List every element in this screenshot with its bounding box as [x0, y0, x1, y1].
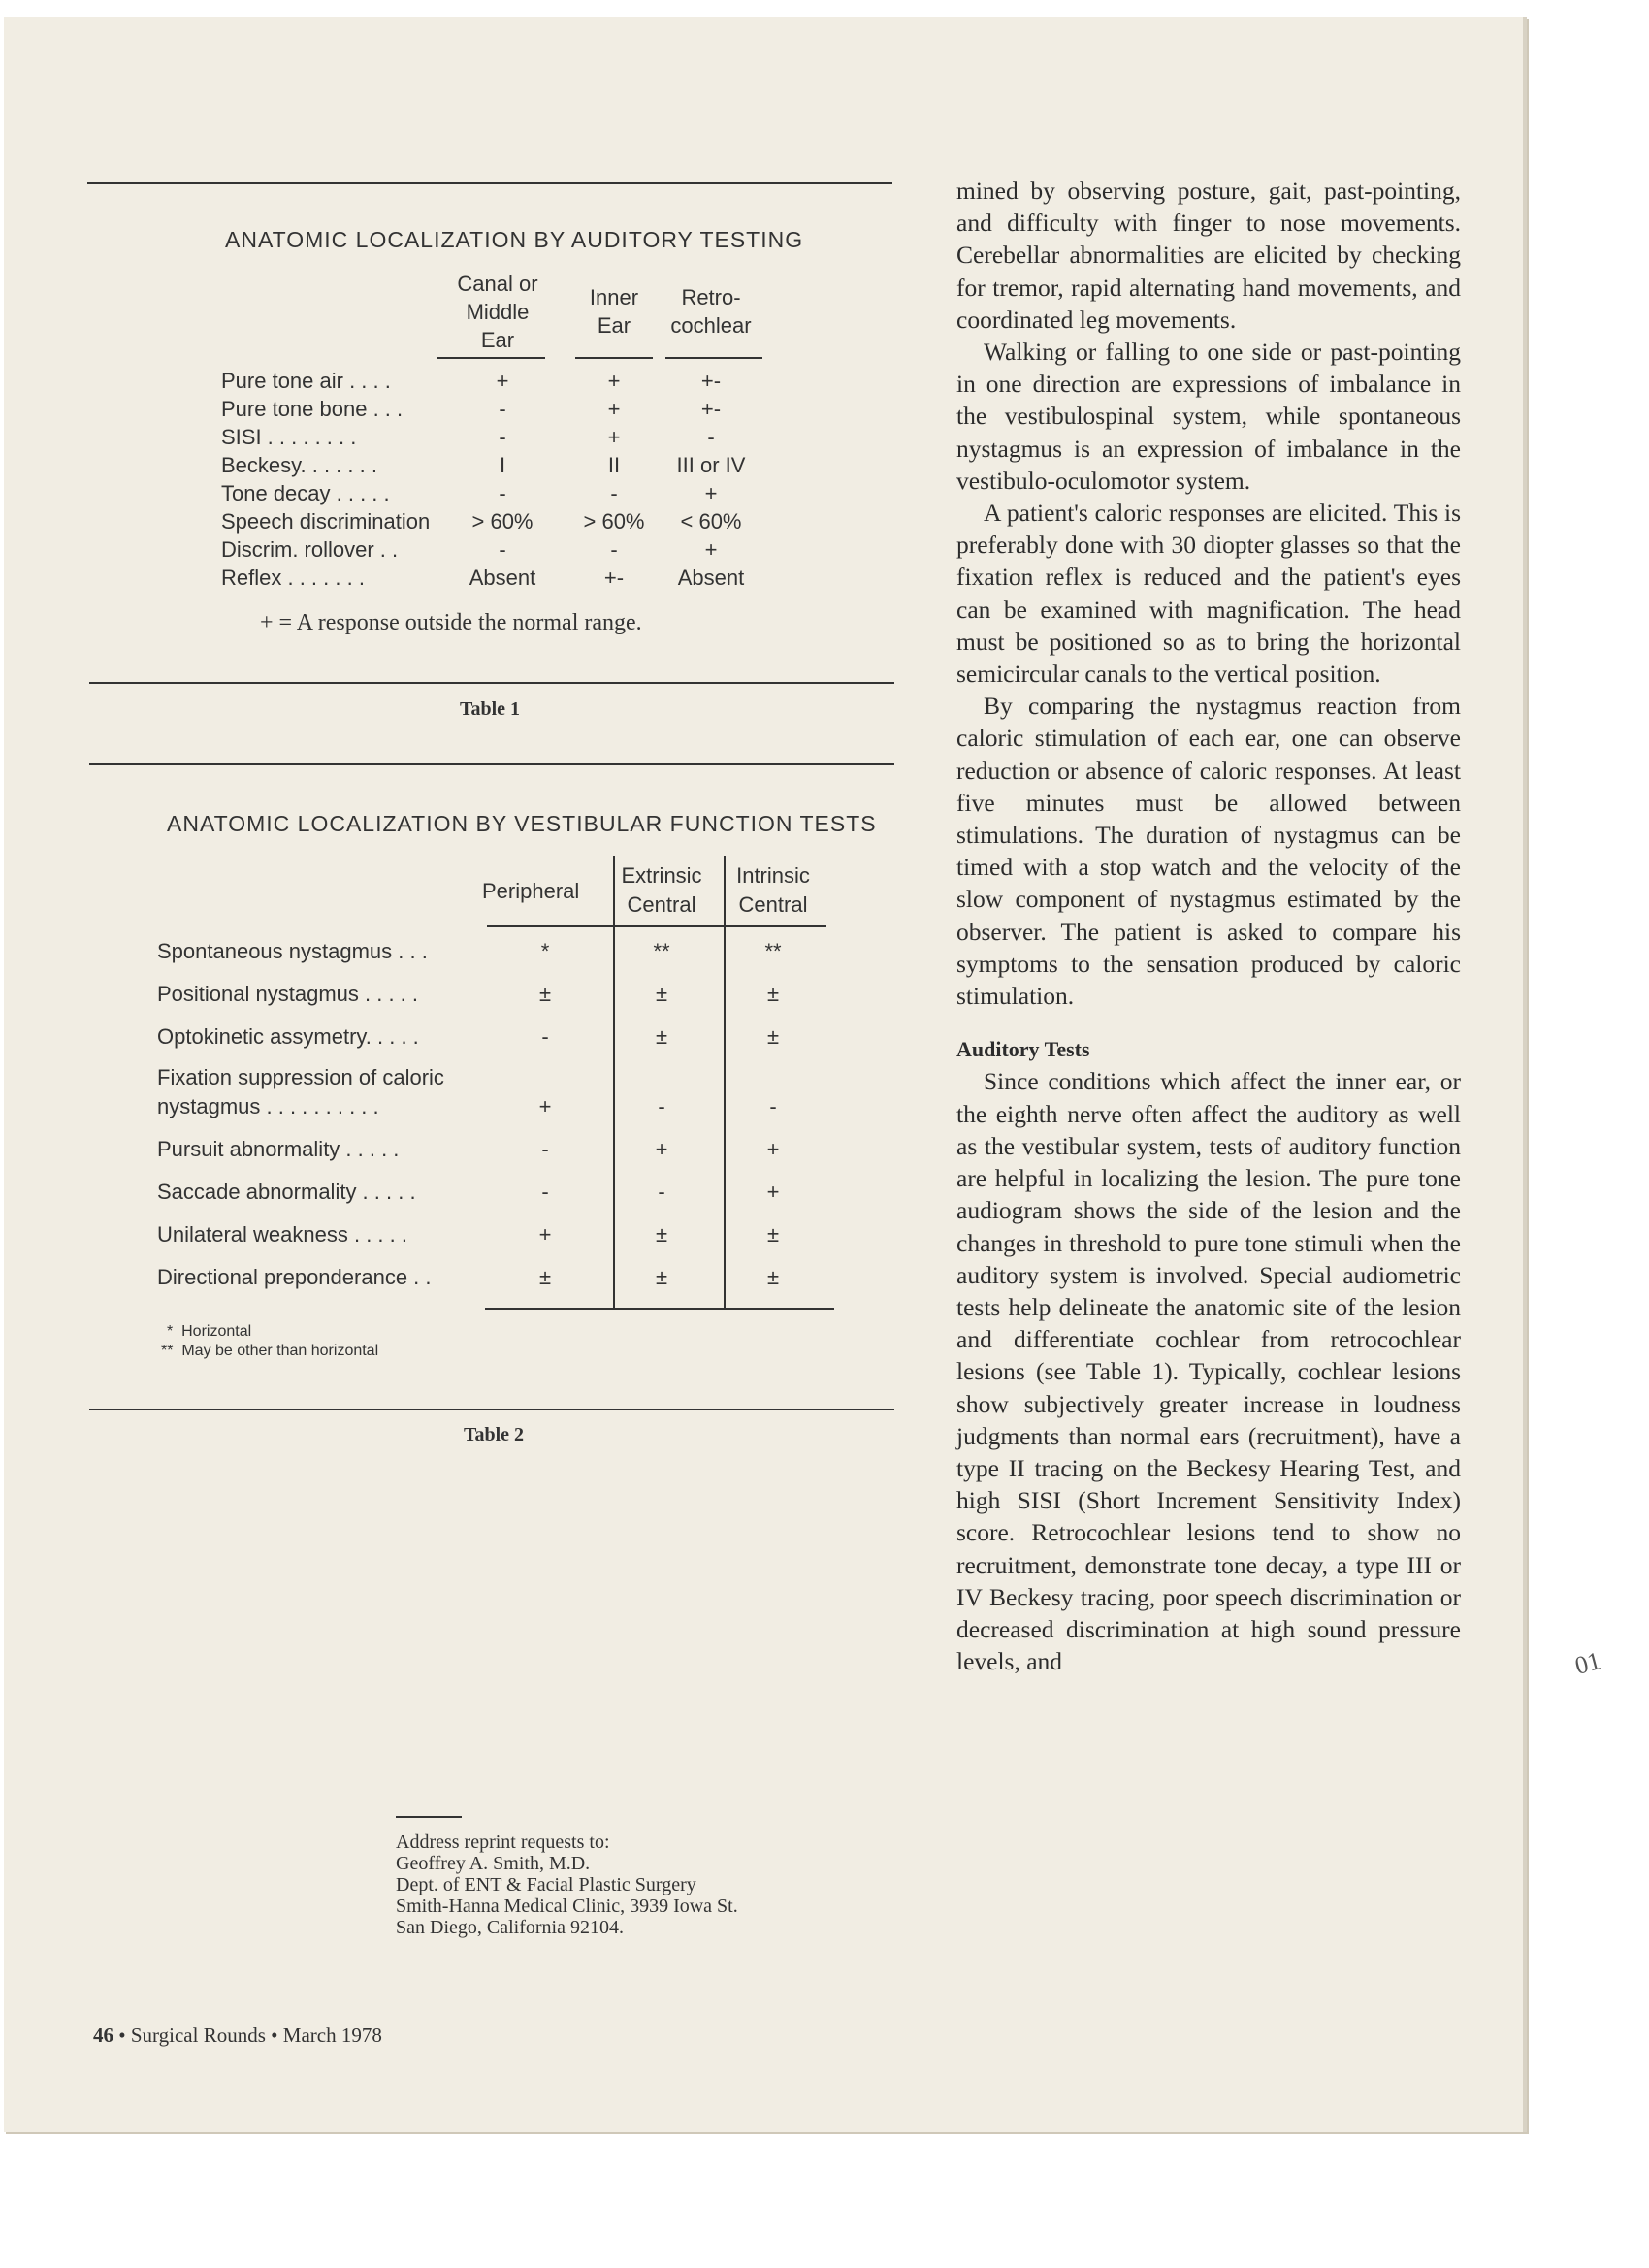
- table2-title: ANATOMIC LOCALIZATION BY VESTIBULAR FUNCTION TESTS: [167, 811, 877, 836]
- table1-header-col1: Canal or Middle Ear: [457, 272, 538, 352]
- paragraph: A patient's caloric responses are elicited. This is preferably done with 30 diopter glasses so that the fixation reflex is reduced and the patient's eyes can be examined with magnification. The head must be positioned so as to bring the horizontal semicircular canals to the vertical position.: [956, 499, 1461, 689]
- paragraph: By comparing the nystagmus reaction from caloric stimulation of each ear, one can observe reduction or absence of caloric responses. At least five minutes must be allowed between stimulations. The duration of nystagmus can be timed with a stop watch and the velocity of the slow component of nystagmus estimated by the observer. The patient is asked to compare his symptoms to the sensation produced by caloric stimulation.: [956, 692, 1461, 1011]
- table-row: Tone decay . . . . . - - +: [221, 481, 718, 505]
- paragraph: Since conditions which affect the inner ear, or the eighth nerve often affect the auditory as well as the vestibular system, tests of auditory function are helpful in localizing the lesion. The pure tone audiogram shows the side of the lesion and the changes in threshold to pure tone stimuli when the auditory system is involved. Special audiometric tests help delineate the anatomic site of the lesion and differentiate cochlear from retrocochlear lesions (see Table 1). Typically, cochlear lesions show subjectively greater increase in loudness judgments than normal ears (recruitment), have a type II tracing on the Beckesy Hearing Test, and high SISI (Short Increment Sensitivity Index) score. Retrocochlear lesions tend to show no recruitment, demonstrate tone decay, a type III or IV Beckesy tracing, poor speech discrimination or decreased discrimination at high sound pressure levels, and: [956, 1067, 1461, 1676]
- article-body: [956, 175, 1461, 1677]
- table2-col-divider: [724, 856, 726, 1310]
- address-rule: [396, 1816, 462, 1818]
- table-row: Pure tone bone . . . - + +-: [221, 397, 722, 421]
- table2-end-rule: [89, 1409, 894, 1410]
- table1-caption: Table 1: [460, 698, 521, 720]
- paragraph: Walking or falling to one side or past-pointing in one direction are expressions of imbalance in the vestibulospinal system, while spontaneous nystagmus is an expression of imbalance in the vestibulo-oculomotor system.: [956, 338, 1461, 495]
- table2-caption: Table 2: [464, 1424, 525, 1445]
- table1-header-col3: Retro- cochlear: [670, 285, 752, 338]
- page-folio: 46 • Surgical Rounds • March 1978: [93, 2024, 382, 2047]
- table2-header-col2: Extrinsic Central: [621, 863, 702, 917]
- table-row: Pure tone air . . . . + + +-: [221, 369, 722, 393]
- table-row: Beckesy. . . . . . . I II III or IV: [221, 453, 746, 477]
- table2-note: * Horizontal: [167, 1323, 252, 1340]
- issue-date: March 1978: [282, 2024, 382, 2047]
- table2-note: ** May be other than horizontal: [161, 1343, 379, 1359]
- table1-bottom-rule: [89, 682, 894, 684]
- table2-header-col3: Intrinsic Central: [736, 863, 810, 917]
- table2-header-rule: [487, 925, 826, 927]
- table2-bottom-rule: [485, 1308, 834, 1310]
- table1-header-rule: [575, 357, 653, 359]
- table2-header-col1: Peripheral: [482, 879, 580, 903]
- table-row: Reflex . . . . . . . Absent +- Absent: [221, 566, 745, 590]
- table-row: Speech discrimination > 60% > 60% < 60%: [221, 509, 742, 534]
- table2-top-rule: [89, 763, 894, 765]
- paragraph: mined by observing posture, gait, past-pointing, and difficulty with finger to nose movements. Cerebellar abnormalities are elicited by checking for tremor, rapid alternating hand movements, and coordinated leg movements.: [956, 177, 1461, 334]
- section-heading: Auditory Tests: [956, 1037, 1090, 1062]
- table1-header-rule: [665, 357, 762, 359]
- table-row: SISI . . . . . . . . - + -: [221, 425, 715, 449]
- table-row: Discrim. rollover . . - - +: [221, 537, 718, 562]
- table1-top-rule: [87, 182, 892, 184]
- table1-header-col2: Inner Ear: [589, 285, 639, 338]
- reprint-address: Address reprint requests to: Geoffrey A. Smith, M.D. Dept. of ENT & Facial Plastic Surgery Smith-Hanna Medical Clinic, 3939 Iowa St. San Diego, California 92104.: [396, 1831, 738, 1938]
- page-number: 46: [93, 2024, 113, 2047]
- table2-col-divider: [613, 856, 615, 1310]
- journal-name: Surgical Rounds: [130, 2024, 266, 2047]
- table1-header-rule: [436, 357, 545, 359]
- table1-legend: + = A response outside the normal range.: [260, 610, 642, 635]
- handwritten-mark: 01: [1571, 1646, 1604, 1680]
- table1-title: ANATOMIC LOCALIZATION BY AUDITORY TESTING: [225, 227, 804, 252]
